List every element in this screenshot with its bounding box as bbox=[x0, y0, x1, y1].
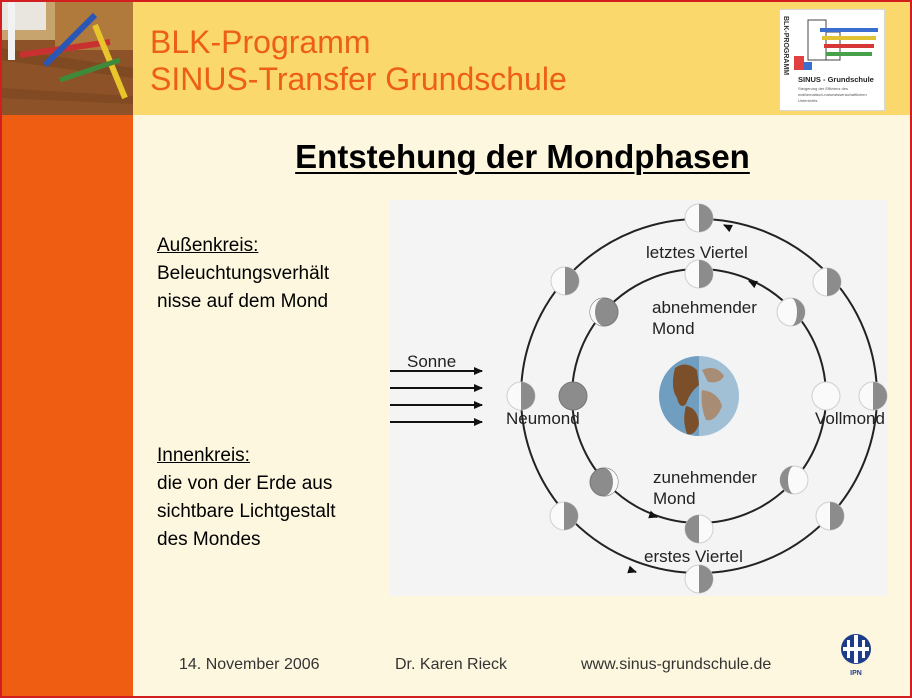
outer-moon-top-left bbox=[551, 267, 579, 295]
logo-subtext-2: mathematisch-naturwissenschaftlichen bbox=[798, 92, 867, 97]
outer-moon-right bbox=[859, 382, 887, 410]
label-full-moon: Vollmond bbox=[815, 409, 885, 428]
logo-subtext-3: Unterrichts bbox=[798, 98, 818, 103]
inner-moon-waning-crescent bbox=[590, 298, 618, 326]
inner-moon-waxing-crescent bbox=[590, 468, 618, 496]
moon-phase-diagram bbox=[390, 200, 888, 596]
outer-moon-left bbox=[507, 382, 535, 410]
label-waning-line1: abnehmender bbox=[652, 298, 757, 317]
label-first-quarter: erstes Viertel bbox=[644, 547, 743, 566]
inner-circle-heading: Innenkreis: bbox=[157, 445, 250, 466]
outer-moon-bottom bbox=[685, 565, 713, 593]
sinus-logo bbox=[779, 9, 885, 111]
inner-moon-first-quarter bbox=[685, 515, 713, 543]
inner-circle-line-1: die von der Erde aus bbox=[157, 473, 333, 494]
label-new-moon: Neumond bbox=[506, 409, 580, 428]
label-waning-line2: Mond bbox=[652, 319, 695, 338]
inner-moon-new bbox=[559, 382, 587, 410]
label-waxing-line2: Mond bbox=[653, 489, 696, 508]
slide-title bbox=[133, 138, 912, 176]
footer-date: 14. November 2006 bbox=[179, 656, 320, 673]
logo-label: SINUS - Grundschule bbox=[798, 75, 874, 84]
outer-circle-line-1: Beleuchtungsverhält bbox=[157, 263, 330, 284]
footer-author: Dr. Karen Rieck bbox=[395, 656, 508, 673]
outer-moon-top-right bbox=[813, 268, 841, 296]
logo-subtext-1: Steigerung der Effizienz des bbox=[798, 86, 848, 91]
outer-moon-bottom-right bbox=[816, 502, 844, 530]
ipn-logo bbox=[838, 632, 874, 678]
ipn-label: IPN bbox=[850, 670, 862, 677]
header-title bbox=[150, 24, 567, 98]
header-title-line1: BLK-Programm bbox=[150, 24, 371, 60]
inner-moon-last-quarter bbox=[685, 260, 713, 288]
slide-title-text: Entstehung der Mondphasen bbox=[295, 138, 750, 175]
logo-vertical-text: BLK-PROGRAMM bbox=[782, 16, 789, 76]
inner-circle-note bbox=[157, 442, 336, 554]
inner-circle-line-2: sichtbare Lichtgestalt bbox=[157, 501, 336, 522]
label-last-quarter: letztes Viertel bbox=[646, 243, 748, 262]
inner-moon-waning-gibbous bbox=[777, 298, 805, 326]
outer-circle-heading: Außenkreis: bbox=[157, 235, 259, 256]
label-sun: Sonne bbox=[407, 352, 457, 371]
outer-moon-top bbox=[685, 204, 713, 232]
inner-moon-full bbox=[812, 382, 840, 410]
outer-moon-bottom-left bbox=[550, 502, 578, 530]
label-waxing-line1: zunehmender bbox=[653, 468, 757, 487]
outer-circle-note bbox=[157, 232, 329, 316]
header-photo bbox=[0, 0, 133, 115]
footer-website: www.sinus-grundschule.de bbox=[581, 656, 772, 673]
outer-circle-line-2: nisse auf dem Mond bbox=[157, 291, 329, 312]
inner-moon-waxing-gibbous bbox=[780, 466, 808, 494]
inner-circle-line-3: des Mondes bbox=[157, 529, 261, 550]
header-title-line2: SINUS-Transfer Grundschule bbox=[150, 61, 567, 97]
